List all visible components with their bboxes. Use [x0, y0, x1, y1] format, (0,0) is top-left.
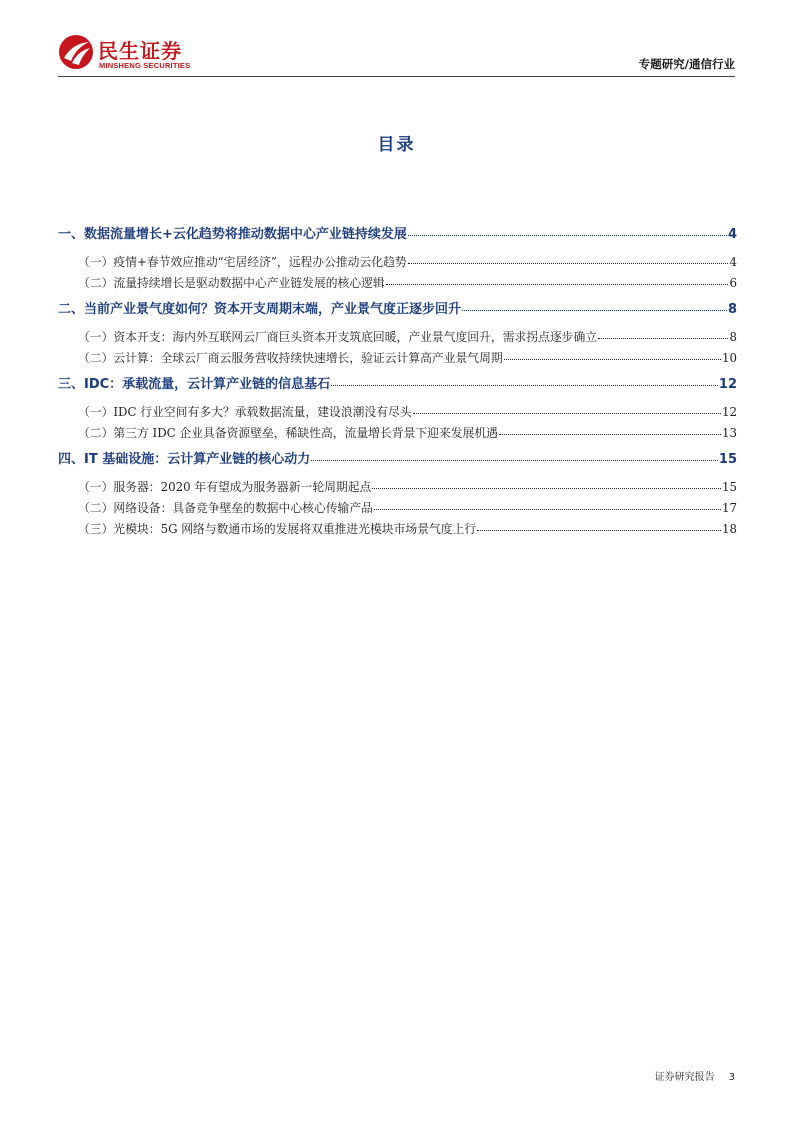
- toc-dot-leader: [386, 283, 729, 285]
- toc-dot-leader: [372, 487, 721, 489]
- toc-entry-label: （二）流量持续增长是驱动数据中心产业链发展的核心逻辑: [78, 276, 385, 290]
- toc-entry-label: 三、IDC：承载流量，云计算产业链的信息基石: [58, 377, 331, 392]
- toc-entry-page: 4: [729, 255, 737, 269]
- report-category: 专题研究/通信行业: [638, 57, 735, 71]
- toc-entry-label: 四、IT 基础设施：云计算产业链的核心动力: [58, 452, 311, 467]
- logo-english-name: MINSHENG SECURITIES: [99, 61, 191, 70]
- header-divider: [58, 76, 735, 77]
- toc-entry-label: （一）资本开支：海内外互联网云厂商巨头资本开支筑底回暖，产业景气度回升，需求拐点逐步确立: [78, 330, 598, 344]
- toc-entry-page: 10: [721, 351, 737, 365]
- toc-entry-page: 4: [727, 227, 737, 242]
- footer-label: 证券研究报告: [654, 1072, 715, 1083]
- toc-entry-label: （二）第三方 IDC 企业具备资源壁垒，稀缺性高，流量增长背景下迎来发展机遇: [78, 426, 498, 440]
- minsheng-logo-icon: [58, 34, 94, 70]
- page-number: 3: [728, 1072, 735, 1083]
- toc-dot-leader: [408, 262, 729, 264]
- toc-entry-label: 一、数据流量增长+云化趋势将推动数据中心产业链持续发展: [58, 227, 407, 242]
- toc-entry-page: 13: [721, 426, 737, 440]
- toc-entry-label: （一）疫情+春节效应推动“宅居经济”，远程办公推动云化趋势: [78, 255, 407, 269]
- page-header: [0, 0, 793, 80]
- page-footer: [655, 1068, 735, 1083]
- toc-section-entry[interactable]: [58, 448, 737, 472]
- toc-subsection-entry[interactable]: [58, 273, 737, 294]
- toc-dot-leader: [331, 384, 718, 386]
- toc-subsection-entry[interactable]: [58, 252, 737, 273]
- toc-dot-leader: [408, 234, 727, 236]
- toc-entry-page: 8: [729, 330, 737, 344]
- toc-entry-page: 18: [721, 522, 737, 536]
- toc-title: 目录: [377, 135, 416, 155]
- toc-subsection-entry[interactable]: [58, 423, 737, 444]
- toc-section-entry[interactable]: [58, 373, 737, 397]
- toc-dot-leader: [499, 433, 721, 435]
- toc-entry-page: 12: [718, 377, 737, 392]
- toc-entry-page: 12: [721, 405, 737, 419]
- toc-entry-label: （一）IDC 行业空间有多大？承载数据流量，建设浪潮没有尽头: [78, 405, 412, 419]
- toc-subsection-entry[interactable]: [58, 327, 737, 348]
- toc-entry-page: 8: [727, 302, 737, 317]
- toc-entry-label: 二、当前产业景气度如何？资本开支周期末端，产业景气度正逐步回升: [58, 302, 462, 317]
- toc-entry-page: 15: [721, 480, 737, 494]
- toc-dot-leader: [598, 337, 728, 339]
- toc-section-entry[interactable]: [58, 298, 737, 322]
- toc-dot-leader: [477, 529, 721, 531]
- toc-subsection-entry[interactable]: [58, 477, 737, 498]
- toc-subsection-entry[interactable]: [58, 348, 737, 369]
- toc-entry-label: （二）网络设备：具备竞争壁垒的数据中心核心传输产品: [78, 501, 373, 515]
- toc-subsection-entry[interactable]: [58, 519, 737, 540]
- toc-entry-label: （二）云计算：全球云厂商云服务营收持续快速增长，验证云计算高产业景气周期: [78, 351, 503, 365]
- logo-chinese-name: 民生证券: [98, 39, 182, 63]
- company-logo: [58, 34, 218, 76]
- toc-section-entry[interactable]: [58, 223, 737, 247]
- toc-entry-label: （三）光模块：5G 网络与数通市场的发展将双重推进光模块市场景气度上行: [78, 522, 477, 536]
- toc-subsection-entry[interactable]: [58, 498, 737, 519]
- toc-entry-label: （一）服务器：2020 年有望成为服务器新一轮周期起点: [78, 480, 372, 494]
- toc-dot-leader: [504, 358, 721, 360]
- toc-entry-page: 15: [718, 452, 737, 467]
- toc-dot-leader: [413, 412, 721, 414]
- toc-entry-page: 6: [729, 276, 737, 290]
- table-of-contents: [58, 223, 737, 540]
- toc-dot-leader: [374, 508, 721, 510]
- toc-entry-page: 17: [721, 501, 737, 515]
- toc-subsection-entry[interactable]: [58, 402, 737, 423]
- toc-dot-leader: [311, 459, 718, 461]
- toc-dot-leader: [462, 309, 727, 311]
